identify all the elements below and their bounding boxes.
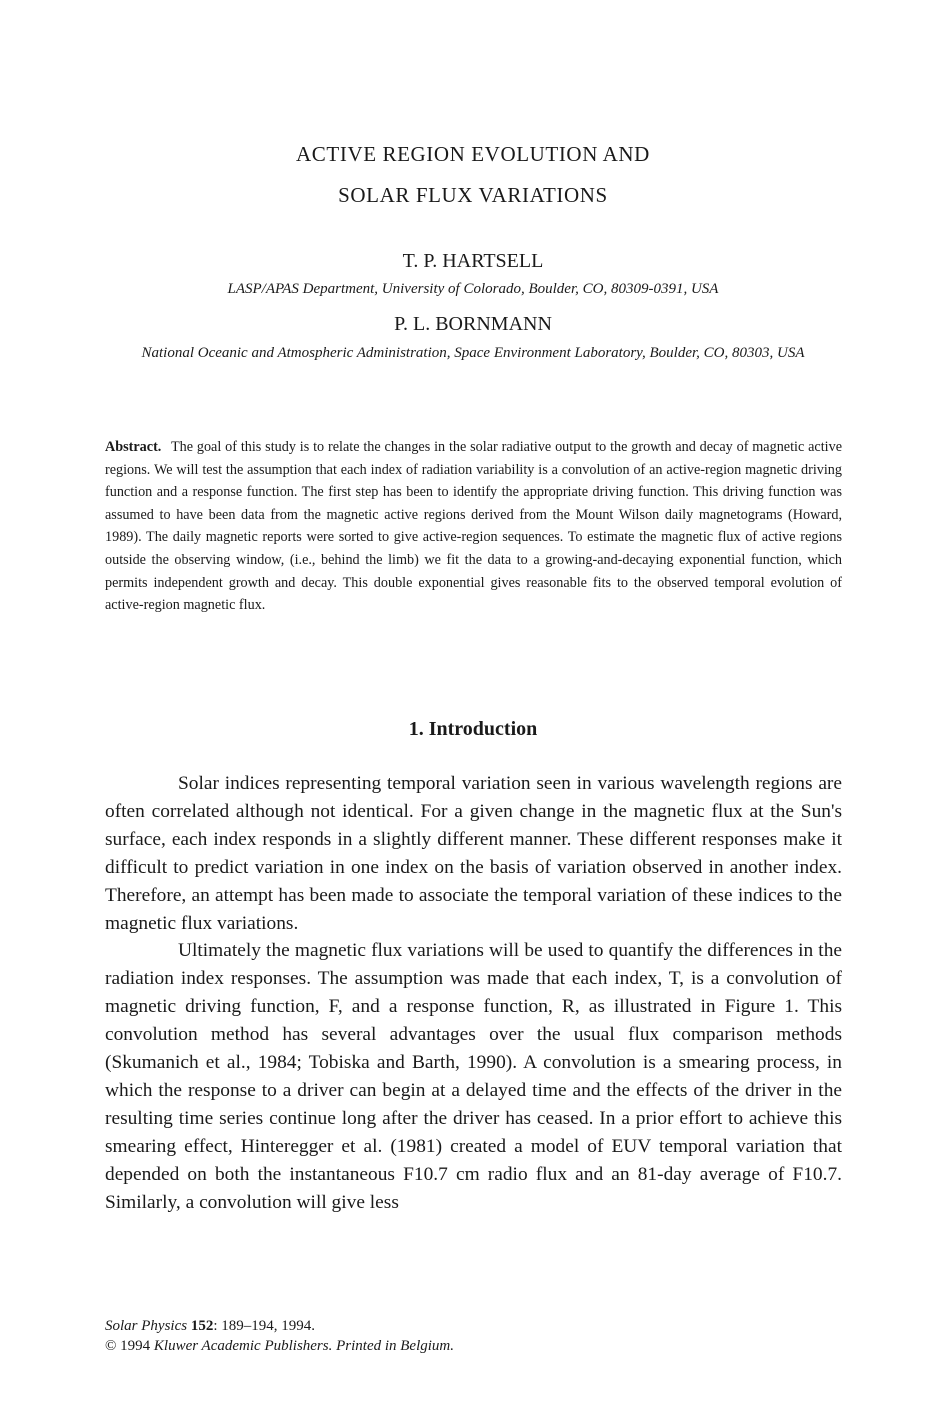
abstract-text: The goal of this study is to relate the changes in the solar radiative output to the growth and decay of magnetic active regions. We will test the assumption that each index of radiation variability is a convolution of an active-region magnetic driving function and a response function. The first step has been to identify the appropriate driving function. This driving function was assumed to have been data from the magnetic active regions derived from the Mount Wilson daily magnetograms (Howard, 1989). The daily magnetic reports were sorted to give active-region sequences. To estimate the magnetic flux of active regions outside the observing window, (i.e., behind the limb) we fit the data to a growing-and-decaying exponential function, which permits independent growth and decay. This double exponential gives reasonable fits to the observed temporal evolution of active-region magnetic flux. bbox=[105, 439, 842, 614]
author-affiliation-1: LASP/APAS Department, University of Colorado, Boulder, CO, 80309-0391, USA bbox=[227, 281, 719, 297]
author-name-2: P. L. BORNMANN bbox=[394, 313, 552, 335]
paper-title-line-1: ACTIVE REGION EVOLUTION AND bbox=[296, 142, 650, 166]
copyright-year: © 1994 bbox=[105, 1338, 151, 1354]
abstract bbox=[105, 436, 842, 617]
footer-citation bbox=[105, 1316, 454, 1356]
journal-name: Solar Physics bbox=[105, 1318, 188, 1334]
body-paragraph-2: Ultimately the magnetic flux variations will be used to quantify the differences in the radiation index responses. The assumption was made that each index, T, is a convolution of magnetic driving function, F, and a response function, R, as illustrated in Figure 1. This convolution method has several advantages over the usual flux comparison methods (Skumanich et al., 1984; Tobiska and Barth, 1990). A convolution is a smearing process, in which the response to a driver can begin at a delayed time and the effects of the driver in the resulting time series continue long after the driver has ceased. In a prior effort to achieve this smearing effect, Hinteregger et al. (1981) created a model of EUV temporal variation that depended on both the instantaneous F10.7 cm radio flux and an 81-day average of F10.7. Similarly, a convolution will give less bbox=[105, 940, 842, 1213]
footer-journal-line bbox=[105, 1316, 454, 1336]
section-heading: 1. Introduction bbox=[408, 718, 538, 740]
journal-volume: 152 bbox=[190, 1318, 214, 1334]
body-paragraph-1: Solar indices representing temporal variation seen in various wavelength regions are often correlated although not identical. For a given change in the magnetic flux at the Sun's surface, each index responds in a slightly different manner. These different responses make it difficult to predict variation in one index on the basis of variation observed in another index. Therefore, an attempt has been made to associate the temporal variation of these indices to the magnetic flux variations. bbox=[105, 773, 842, 934]
publisher-name: Kluwer Academic Publishers. Printed in Belgium. bbox=[153, 1338, 455, 1354]
author-affiliation-2: National Oceanic and Atmospheric Administration, Space Environment Laboratory, Boulder, CO, 80303, USA bbox=[141, 345, 805, 361]
footer-copyright-line bbox=[105, 1336, 454, 1356]
paper-title-line-2: SOLAR FLUX VARIATIONS bbox=[338, 183, 608, 207]
section-body bbox=[105, 770, 842, 1217]
author-name-1: T. P. HARTSELL bbox=[402, 250, 544, 272]
journal-pages: : 189–194, 1994. bbox=[213, 1318, 315, 1334]
abstract-label: Abstract. bbox=[105, 439, 162, 455]
